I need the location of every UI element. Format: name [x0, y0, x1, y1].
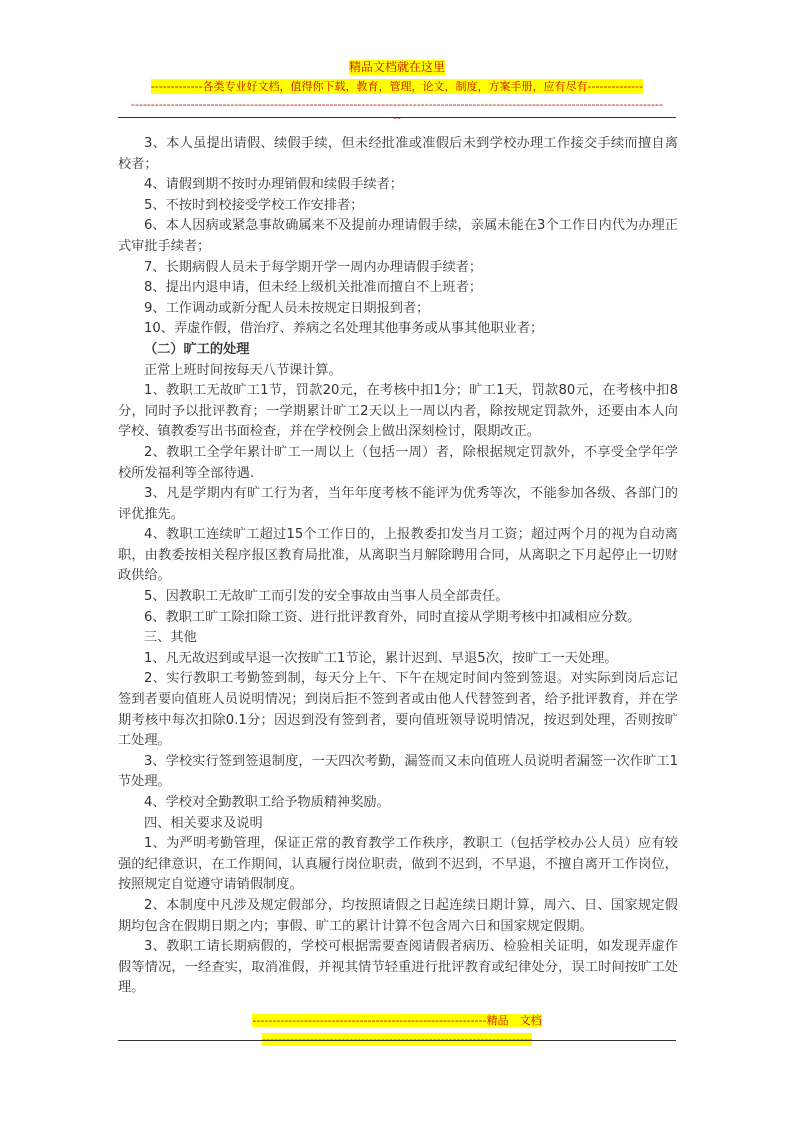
footer-divider [118, 1040, 676, 1041]
paragraph: 3、凡是学期内有旷工行为者，当年年度考核不能评为优秀等次，不能参加各级、各部门的评优推先。 [118, 486, 678, 522]
paragraph: 10、弄虚作假，借治疗、养病之名处理其他事务或从事其他职业者； [144, 321, 544, 337]
header-banner: -------------各类专业好文档，值得你下载，教育，管理，论文，制度，方案手册，应有尽有-------------- [150, 80, 644, 93]
document-body [118, 134, 678, 999]
paragraph: 2、教职工全学年累计旷工一周以上（包括一周）者，除根据规定罚款外，不享受全学年学校所发福利等全部待遇. [118, 444, 678, 481]
paragraph: 6、本人因病或紧急事故确属来不及提前办理请假手续，亲属未能在3个工作日内代为办理正式审批手续者； [118, 218, 678, 254]
section-heading: 四、相关要求及说明 [144, 815, 263, 831]
header-dashes-tail: -- [393, 111, 401, 124]
paragraph: 4、请假到期不按时办理销假和续假手续者； [144, 177, 403, 193]
paragraph: 3、本人虽提出请假、续假手续，但未经批准或准假后未到学校办理工作接交手续而擅自离校者； [118, 136, 678, 172]
paragraph: 1、教职工无故旷工1节，罚款20元，在考核中扣1分；旷工1天，罚款80元，在考核中扣8分，同时予以批评教育；一学期累计旷工2天以上一周以内者，除按规定罚款外，还要由本人向学校、镇教委写出书面检查，并在学校例会上做出深刻检讨，限期改正。 [118, 383, 678, 440]
paragraph: 3、学校实行签到签退制度，一天四次考勤，漏签而又未向值班人员说明者漏签一次作旷工1节处理。 [118, 753, 678, 790]
header-divider [118, 117, 676, 118]
paragraph: 4、教职工连续旷工超过15个工作日的，上报教委扣发当月工资；超过两个月的视为自动离职，由教委按相关程序报区教育局批准，从离职当月解除聘用合同，从离职之下月起停止一切财政供给。 [118, 527, 678, 584]
paragraph: 2、本制度中凡涉及规定假部分，均按照请假之日起连续日期计算，周六、日、国家规定假期均包含在假期日期之内；事假、旷工的累计计算不包含周六日和国家规定假期。 [118, 897, 678, 934]
paragraph: 2、实行教职工考勤签到制，每天分上午、下午在规定时间内签到签退。对实际到岗后忘记签到者要向值班人员说明情况；到岗后拒不签到者或由他人代替签到者，给予批评教育，并在学期考核中每次扣除0.1分；因迟到没有签到者，要向值班领导说明情况，按迟到处理，否则按旷工处理。 [118, 671, 678, 749]
header-dashes: -------------------------------------------------------------------------------------------------------------------------------------- [131, 98, 663, 111]
paragraph: 9、工作调动或新分配人员未按规定日期报到者； [144, 300, 430, 316]
footer-dashes: -------------------------------------------------------------------- [262, 1033, 532, 1046]
page-footer [118, 1009, 676, 1047]
paragraph: 6、教职工旷工除扣除工资、进行批评教育外，同时直接从学期考核中扣减相应分数。 [144, 609, 641, 625]
paragraph: 7、长期病假人员未于每学期开学一周内办理请假手续者； [144, 259, 483, 275]
section-heading: 三、其他 [144, 630, 197, 646]
section-heading: （二）旷工的处理 [144, 341, 250, 357]
footer-banner: -----------------------------------------------------------精品 文档 [252, 1014, 542, 1027]
page-header [118, 56, 676, 124]
paragraph: 3、教职工请长期病假的，学校可根据需要查阅请假者病历、检验相关证明，如发现弄虚作假等情况，一经查实，取消准假，并视其情节轻重进行批评教育或纪律处分，误工时间按旷工处理。 [118, 939, 678, 996]
paragraph: 正常上班时间按每天八节课计算。 [144, 362, 342, 378]
header-title: 精品文档就在这里 [348, 60, 445, 74]
paragraph: 4、学校对全勤教职工给予物质精神奖励。 [144, 795, 390, 810]
paragraph: 5、不按时到校接受学校工作安排者； [144, 197, 364, 213]
paragraph: 1、凡无故迟到或早退一次按旷工1节论，累计迟到、早退5次，按旷工一天处理。 [144, 650, 618, 666]
paragraph: 8、提出内退申请，但未经上级机关批准而擅自不上班者； [144, 280, 483, 296]
paragraph: 5、因教职工无故旷工而引发的安全事故由当事人员全部责任。 [144, 589, 509, 605]
paragraph: 1、为严明考勤管理，保证正常的教育教学工作秩序，教职工（包括学校办公人员）应有较强的纪律意识，在工作期间，认真履行岗位职责，做到不迟到，不早退，不擅自离开工作岗位，按照规定自觉遵守请销假制度。 [118, 836, 678, 893]
